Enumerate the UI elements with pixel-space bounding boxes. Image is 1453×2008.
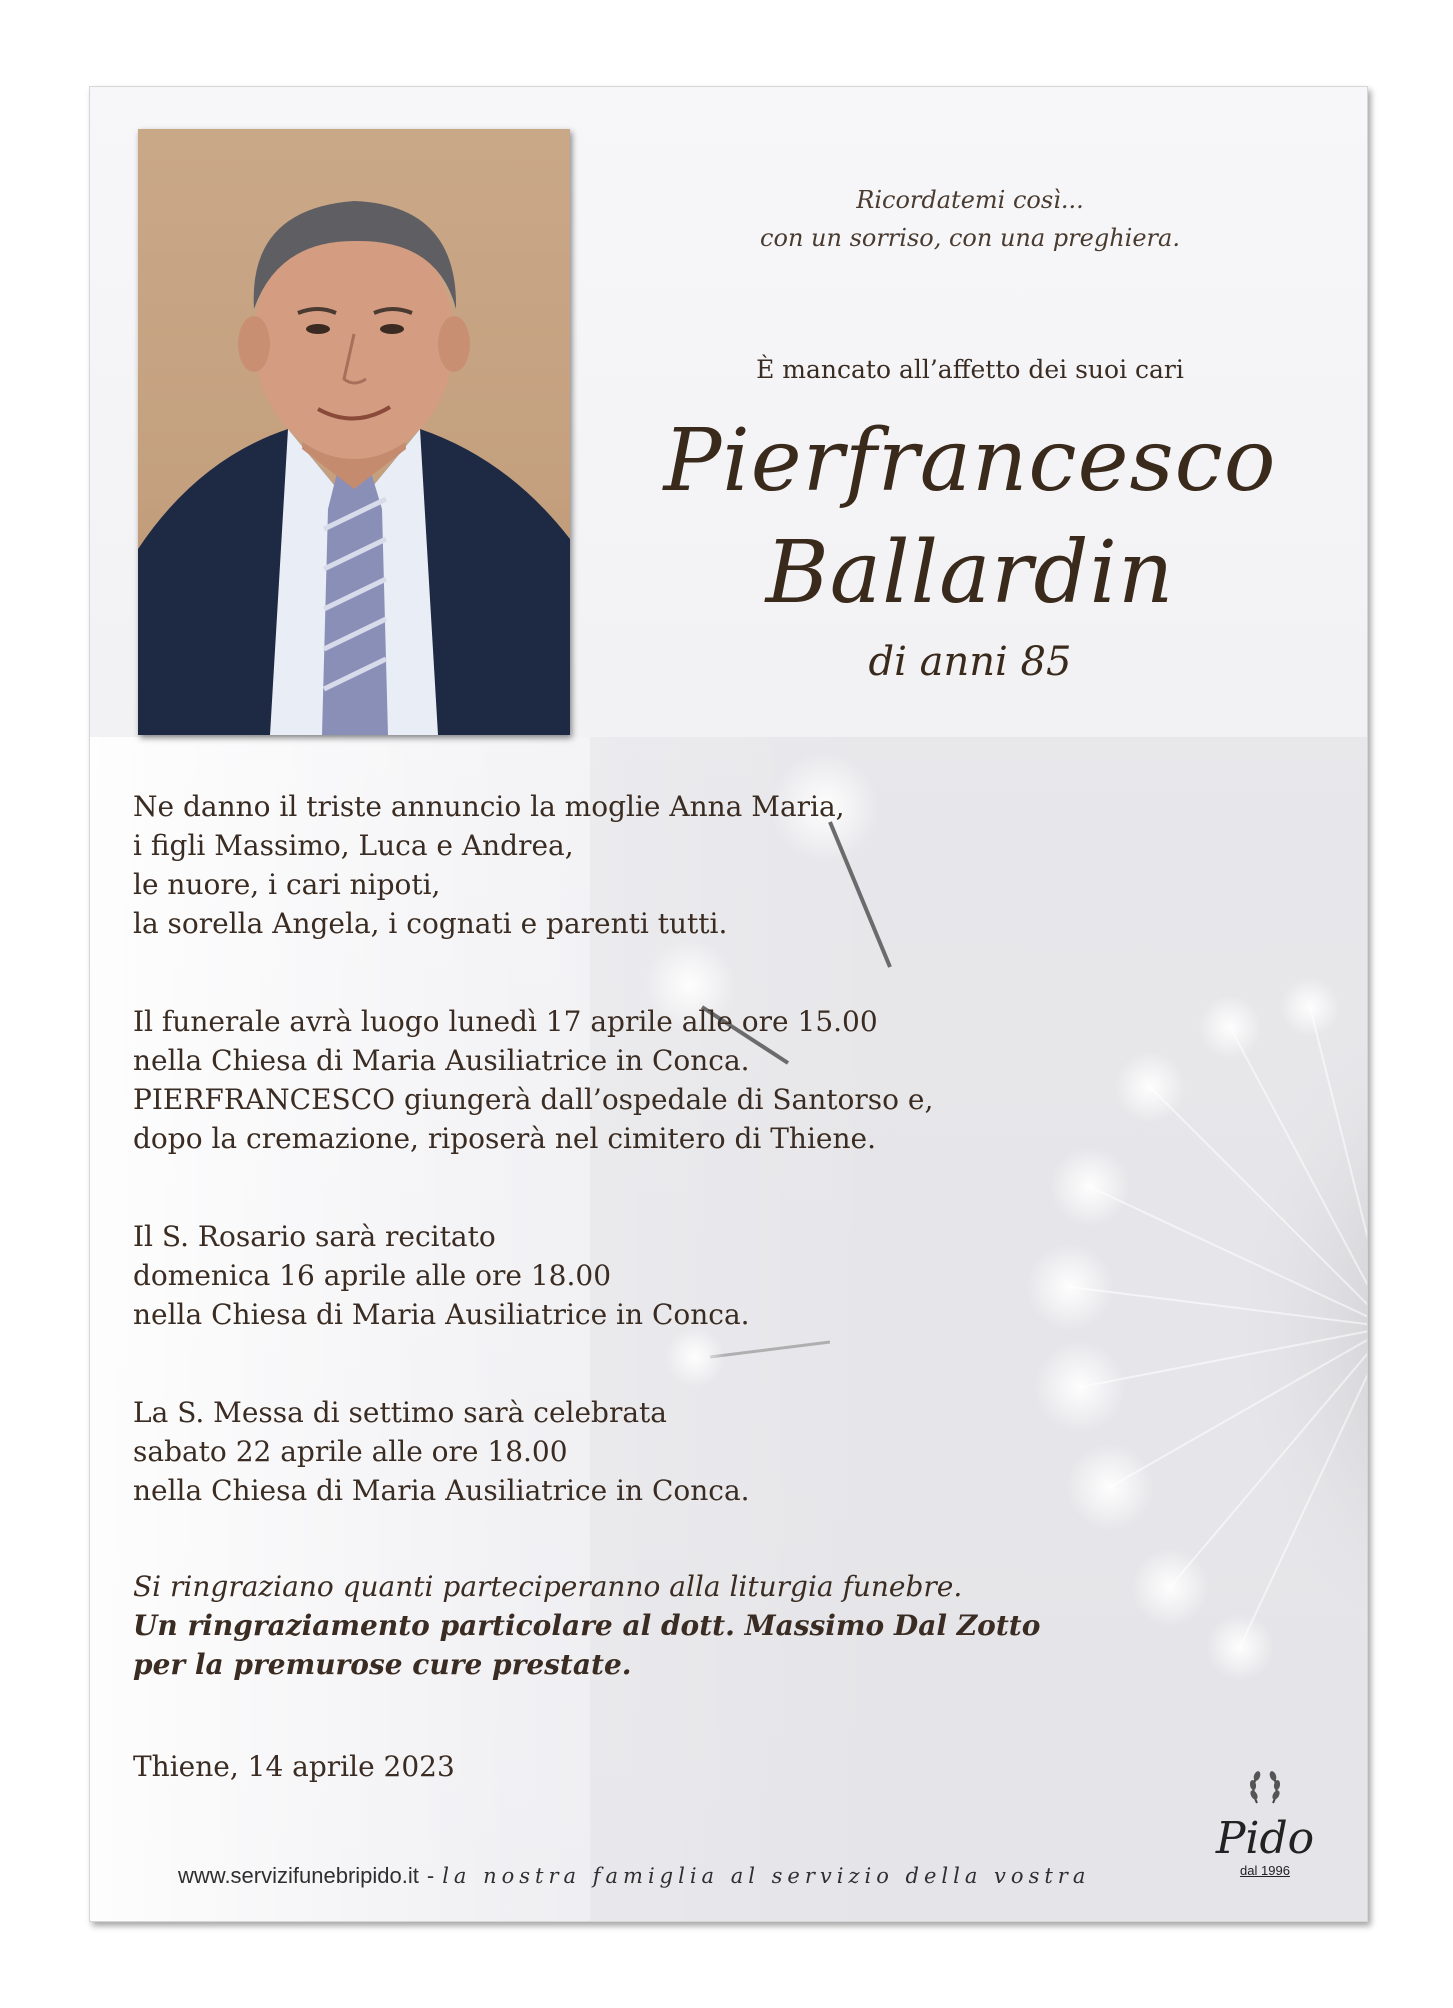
funeral-home-logo xyxy=(1200,1767,1330,1877)
announcement-line: i figli Massimo, Luca e Andrea, xyxy=(133,829,574,862)
first-name: Pierfrancesco xyxy=(663,411,1277,511)
deceased-name xyxy=(630,405,1310,629)
announcement-paragraph xyxy=(133,787,845,943)
intro-line: È mancato all’affetto dei suoi cari xyxy=(756,355,1184,384)
epigraph-line-2: con un sorriso, con una preghiera. xyxy=(760,224,1180,252)
footer-separator: - xyxy=(426,1863,435,1888)
rosary-line: domenica 16 aprile alle ore 18.00 xyxy=(133,1259,612,1292)
obituary-card xyxy=(89,86,1368,1922)
funeral-line: dopo la cremazione, riposerà nel cimitero di Thiene. xyxy=(133,1122,876,1155)
funeral-paragraph xyxy=(133,1002,933,1158)
age-line: di anni 85 xyxy=(868,639,1072,685)
rosary-line: Il S. Rosario sarà recitato xyxy=(133,1220,496,1253)
funeral-line: nella Chiesa di Maria Ausiliatrice in Conca. xyxy=(133,1044,750,1077)
thanks-paragraph xyxy=(133,1567,1040,1684)
portrait-photo xyxy=(138,129,570,735)
epigraph xyxy=(730,181,1210,257)
laurel-wreath-icon xyxy=(1245,1767,1285,1807)
website-link[interactable]: www.servizifunebripido.it xyxy=(178,1863,419,1888)
thanks-line-2: Un ringraziamento particolare al dott. Massimo Dal Zotto xyxy=(133,1609,1041,1642)
rosary-line: nella Chiesa di Maria Ausiliatrice in Conca. xyxy=(133,1298,750,1331)
thanks-line-3: per la premurose cure prestate. xyxy=(133,1648,632,1681)
rosary-paragraph xyxy=(133,1217,750,1334)
logo-wordmark: Pido xyxy=(1215,1813,1315,1864)
logo-since: dal 1996 xyxy=(1240,1863,1290,1878)
footer-tagline: la nostra famiglia al servizio della vostra xyxy=(442,1864,1091,1888)
mass-line: La S. Messa di settimo sarà celebrata xyxy=(133,1396,667,1429)
footer xyxy=(178,1863,1090,1889)
announcement-line: la sorella Angela, i cognati e parenti tutti. xyxy=(133,907,728,940)
mass-line: sabato 22 aprile alle ore 18.00 xyxy=(133,1435,568,1468)
thanks-line-1: Si ringraziano quanti parteciperanno alla liturgia funebre. xyxy=(133,1570,963,1603)
last-name: Ballardin xyxy=(765,523,1175,623)
funeral-line: Il funerale avrà luogo lunedì 17 aprile alle ore 15.00 xyxy=(133,1005,878,1038)
funeral-line: PIERFRANCESCO giungerà dall’ospedale di Santorso e, xyxy=(133,1083,934,1116)
epigraph-line-1: Ricordatemi così... xyxy=(856,186,1084,214)
place-date: Thiene, 14 aprile 2023 xyxy=(133,1750,455,1783)
mass-line: nella Chiesa di Maria Ausiliatrice in Conca. xyxy=(133,1474,750,1507)
announcement-line: Ne danno il triste annuncio la moglie Anna Maria, xyxy=(133,790,845,823)
announcement-line: le nuore, i cari nipoti, xyxy=(133,868,441,901)
mass-paragraph xyxy=(133,1393,750,1510)
